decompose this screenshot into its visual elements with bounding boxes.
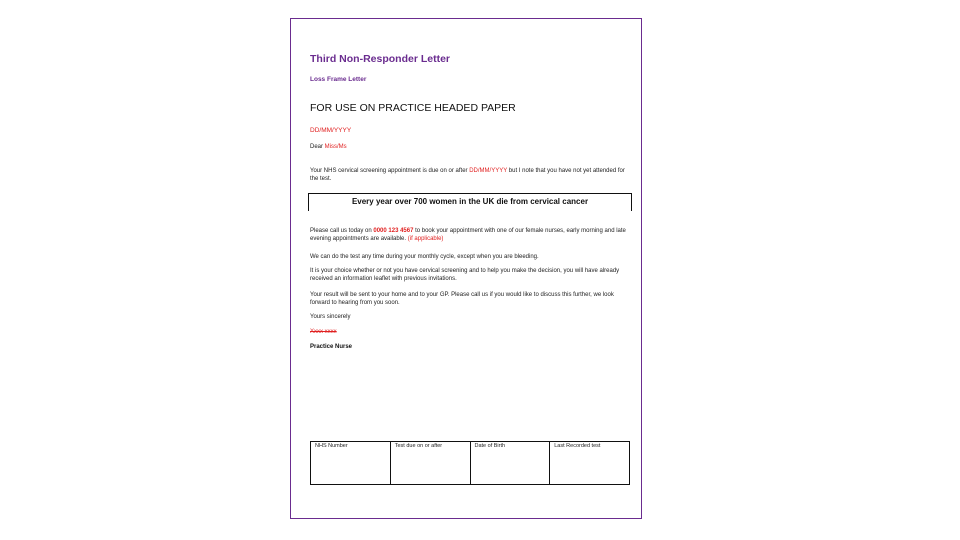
greeting-prefix: Dear <box>310 144 325 150</box>
para2-note: (if applicable) <box>407 236 444 242</box>
paragraph-choice: It is your choice whether or not you have cervical screening and to help you make the decision, you will have already received an information leaflet with previous invitations. <box>310 268 620 282</box>
table-cell-test-due: Test due on or after <box>390 442 470 485</box>
para1-prefix: Your NHS cervical screening appointment is due on or after <box>310 168 470 174</box>
table-cell-last-test: Last Recorded test <box>550 442 630 485</box>
para2-prefix: Please call us today on <box>310 228 374 234</box>
para1-date: DD/MM/YYYY <box>469 168 508 174</box>
letter-title: Third Non-Responder Letter <box>310 53 451 65</box>
para1-suffix: but I note that you have not yet attended for the test. <box>310 168 625 182</box>
phone-number: 0000 123 4567 <box>373 228 414 234</box>
paragraph-appointment-due <box>310 167 628 183</box>
greeting-name: Miss/Ms <box>324 144 347 150</box>
signoff: Yours sincerely <box>310 314 351 320</box>
table-cell-nhs-number: NHS Number <box>311 442 391 485</box>
practice-paper-heading: FOR USE ON PRACTICE HEADED PAPER <box>310 102 516 114</box>
para2-middle: to book your appointment with one of our female nurses, early morning and late evening appointments are available. <box>310 228 626 242</box>
table-row <box>311 442 630 485</box>
paragraph-call-to-book <box>310 227 628 243</box>
patient-info-table <box>310 441 630 485</box>
letter-date: DD/MM/YYYY <box>310 127 352 134</box>
table-cell-date-of-birth: Date of Birth <box>470 442 550 485</box>
paragraph-results: Your result will be sent to your home and to your GP. Please call us if you would like to discuss this further, we look forward to hearing from you soon. <box>310 292 614 306</box>
letter-subtitle: Loss Frame Letter <box>310 76 367 83</box>
signatory-role: Practice Nurse <box>310 344 353 350</box>
letter-page <box>290 18 642 519</box>
greeting <box>310 143 347 151</box>
paragraph-test-timing: We can do the test any time during your monthly cycle, except when you are bleeding. <box>310 254 539 260</box>
warning-banner: Every year over 700 women in the UK die from cervical cancer <box>308 193 632 211</box>
signature-placeholder: Xxxx xxxx <box>310 329 337 335</box>
